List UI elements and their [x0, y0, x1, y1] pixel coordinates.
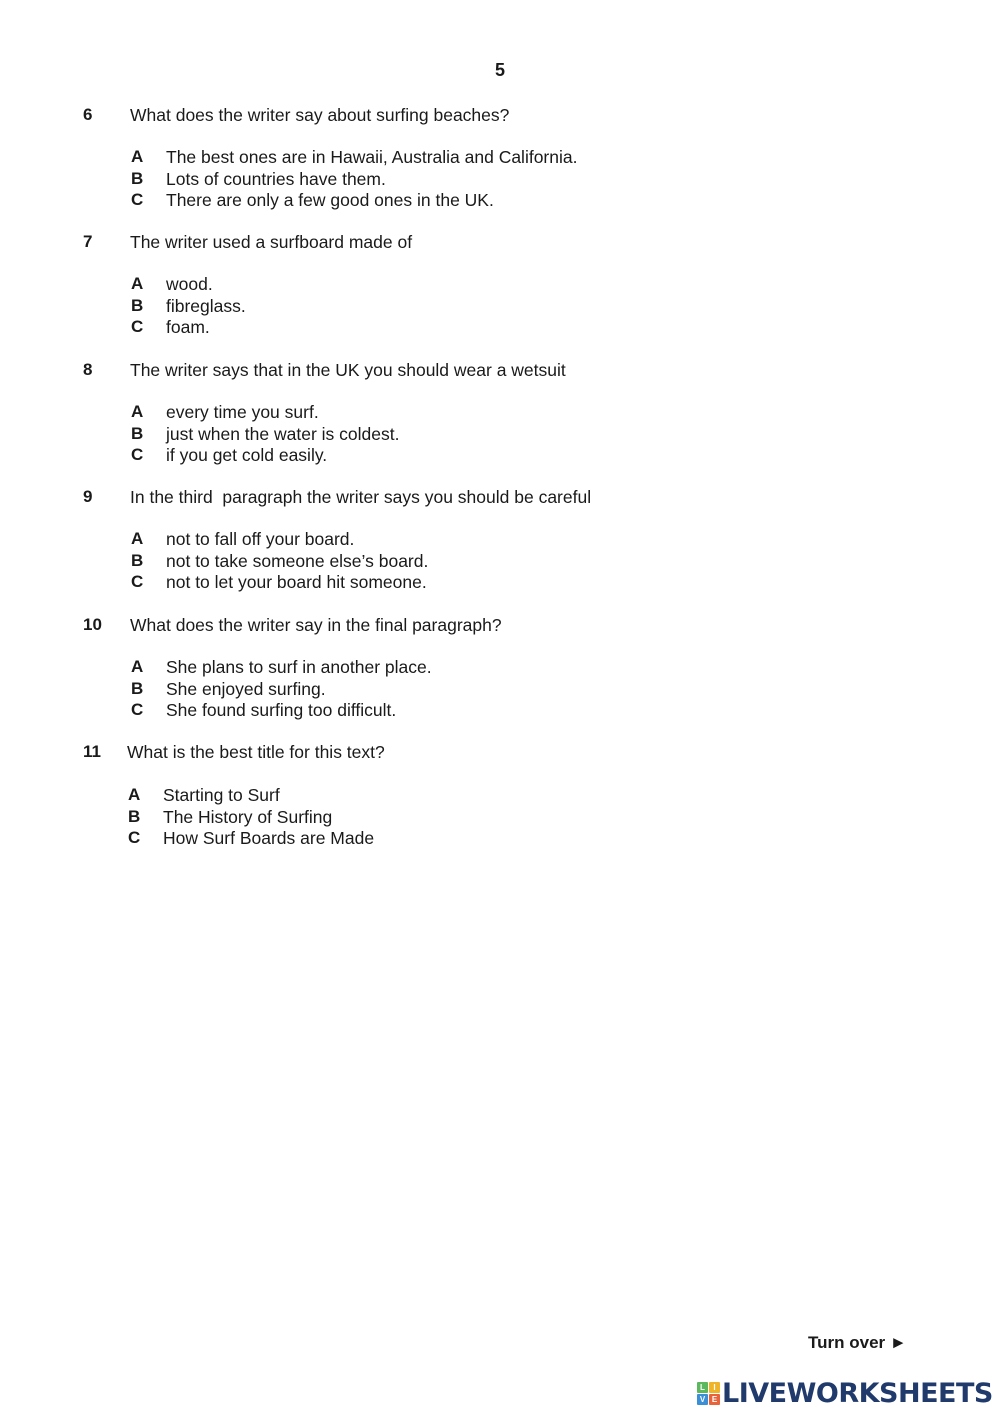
question-number: 6	[83, 105, 93, 124]
logo-tile-v: V	[697, 1394, 708, 1405]
option-letter: B	[131, 678, 144, 698]
question-text: What does the writer say in the final paragraph?	[130, 615, 502, 635]
option-letter: B	[131, 295, 144, 315]
logo-tile-e: E	[709, 1394, 720, 1405]
question-text: The writer used a surfboard made of	[130, 232, 413, 252]
option-text: There are only a few good ones in the UK.	[166, 190, 494, 210]
option-text: not to fall off your board.	[166, 529, 355, 549]
option-letter: B	[131, 550, 144, 570]
option-letter: C	[131, 700, 144, 719]
option-letter: B	[131, 168, 144, 188]
option-text: She enjoyed surfing.	[166, 678, 326, 699]
option-text: Lots of countries have them.	[166, 168, 386, 189]
question-text: In the third paragraph the writer says you should be careful	[130, 487, 592, 507]
option-letter: B	[131, 423, 144, 443]
option-text: just when the water is coldest.	[166, 423, 400, 444]
logo-tiles-icon	[697, 1382, 720, 1405]
question-number: 7	[83, 232, 93, 251]
option-letter: C	[131, 445, 144, 464]
option-text: fibreglass.	[166, 295, 246, 316]
question-number: 9	[83, 487, 93, 506]
option-letter: B	[128, 806, 141, 826]
option-letter: C	[128, 828, 141, 847]
option-text: Starting to Surf	[163, 785, 280, 805]
brand-name: LIVEWORKSHEETS	[722, 1377, 993, 1409]
question-text: The writer says that in the UK you should wear a wetsuit	[130, 360, 566, 380]
question-number: 10	[83, 615, 102, 634]
option-text: She found surfing too difficult.	[166, 700, 397, 720]
option-text: She plans to surf in another place.	[166, 657, 432, 677]
page-number	[0, 60, 1000, 81]
option-text: The History of Surfing	[163, 806, 333, 827]
question-number: 11	[83, 742, 101, 761]
logo-tile-i: I	[709, 1382, 720, 1393]
option-letter: A	[131, 529, 144, 548]
option-letter: A	[131, 274, 144, 293]
option-letter: C	[131, 572, 144, 591]
option-letter: C	[131, 190, 144, 209]
option-text: wood.	[166, 274, 213, 294]
option-text: not to let your board hit someone.	[166, 572, 427, 592]
option-text: every time you surf.	[166, 402, 319, 422]
option-text: foam.	[166, 317, 210, 337]
question-text: What does the writer say about surfing beaches?	[130, 105, 510, 125]
question-text: What is the best title for this text?	[127, 742, 385, 762]
option-text: How Surf Boards are Made	[163, 828, 375, 848]
logo-tile-l: L	[697, 1382, 708, 1393]
option-letter: A	[131, 402, 144, 421]
question-number: 8	[83, 360, 93, 379]
option-letter: A	[131, 147, 144, 166]
option-text: The best ones are in Hawaii, Australia and California.	[166, 147, 578, 167]
option-letter: A	[128, 785, 141, 804]
option-letter: A	[131, 657, 144, 676]
turn-over-label: Turn over ►	[808, 1333, 907, 1352]
liveworksheets-logo	[697, 1378, 993, 1408]
option-text: not to take someone else’s board.	[166, 550, 429, 571]
page-number-text: 5	[494, 60, 505, 80]
option-text: if you get cold easily.	[166, 445, 328, 465]
option-letter: C	[131, 317, 144, 336]
